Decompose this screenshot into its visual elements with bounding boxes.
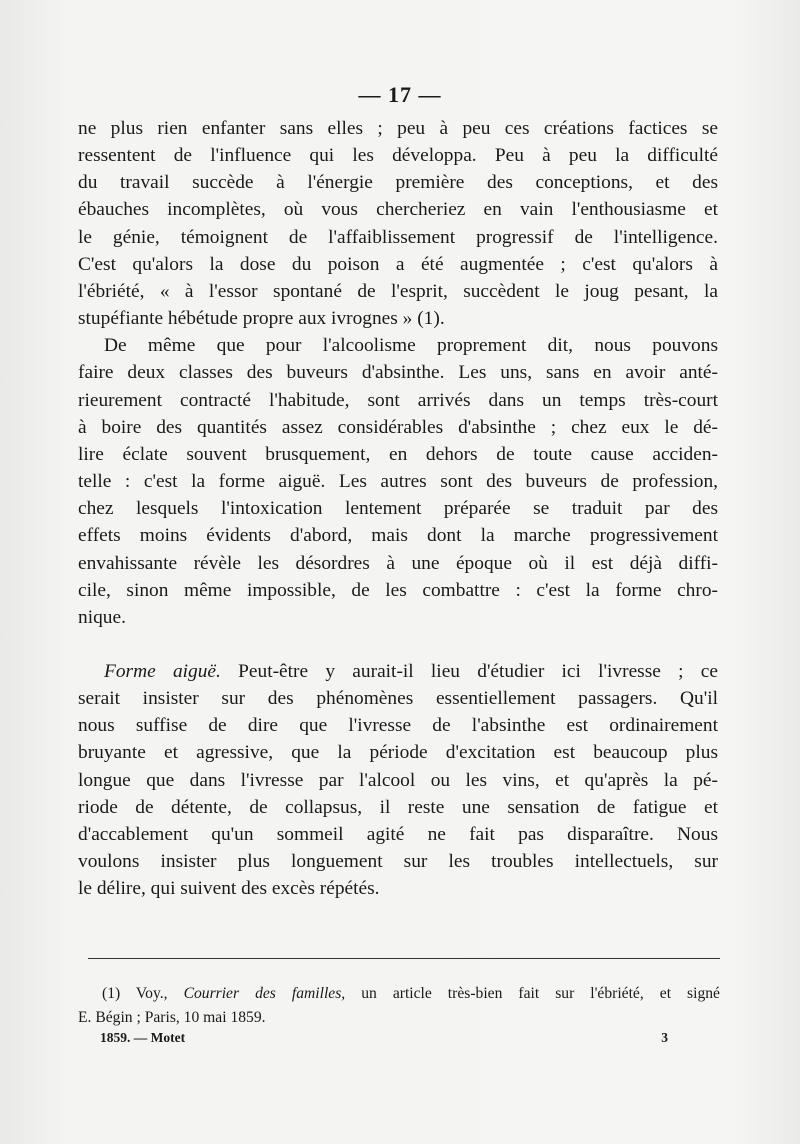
footnote-text: un article très-bien fait sur l'ébriété, et signé bbox=[361, 985, 720, 1002]
text-line: faire deux classes des buveurs d'absinthe. Les uns, sans en avoir anté- bbox=[78, 362, 718, 384]
footnote-rule bbox=[88, 958, 720, 959]
text-line: nique. bbox=[78, 606, 126, 628]
text-fragment: Peut-être y aurait-il lieu d'étudier ici l'ivresse ; ce bbox=[238, 660, 718, 682]
text-line: ébauches incomplètes, où vous chercheriez en vain l'enthousiasme et bbox=[78, 199, 718, 221]
text-line: lire éclate souvent brusquement, en dehors de toute cause acciden- bbox=[78, 443, 718, 465]
signature-number: 3 bbox=[661, 1030, 668, 1045]
footnote-line bbox=[78, 982, 720, 1006]
text-line: rieurement contracté l'habitude, sont arrivés dans un temps très-court bbox=[78, 389, 718, 411]
text-line: l'ébriété, « à l'essor spontané de l'esprit, succèdent le joug pesant, la bbox=[78, 280, 718, 302]
signature-mark: 1859. — Motet bbox=[100, 1030, 186, 1045]
paragraph-2 bbox=[78, 332, 718, 631]
text-line: effets moins évidents d'abord, mais dont la marche progressivement bbox=[78, 525, 718, 547]
footnote-ref: (1) Voy., bbox=[102, 985, 168, 1002]
text-line: ne plus rien enfanter sans elles ; peu à peu ces créations factices se bbox=[78, 118, 718, 139]
text-line: le génie, témoignent de l'affaiblissement progressif de l'intelligence. bbox=[78, 226, 718, 248]
page-number: — 17 — bbox=[358, 82, 442, 107]
text-line: voulons insister plus longuement sur les troubles intellectuels, sur bbox=[78, 851, 718, 873]
text-line: d'accablement qu'un sommeil agité ne fait pas disparaître. Nous bbox=[78, 823, 718, 845]
text-line: bruyante et agressive, que la période d'excitation est beaucoup plus bbox=[78, 742, 718, 764]
footnote bbox=[78, 982, 720, 1030]
text-line: longue que dans l'ivresse par l'alcool ou les vins, et qu'après la pé- bbox=[78, 769, 718, 791]
paragraph-1 bbox=[78, 115, 718, 332]
footnote-source: Courrier des familles, bbox=[183, 985, 346, 1002]
text-line: stupéfiante hébétude propre aux ivrognes » (1). bbox=[78, 308, 445, 330]
text-line: chez lesquels l'intoxication lentement préparée se traduit par des bbox=[78, 498, 718, 520]
text-line: à boire des quantités assez considérables d'absinthe ; chez eux le dé- bbox=[78, 416, 718, 438]
text-line: du travail succède à l'énergie première des conceptions, et des bbox=[78, 172, 718, 194]
text-line: telle : c'est la forme aiguë. Les autres sont des buveurs de profession, bbox=[78, 471, 718, 493]
paragraph-3 bbox=[78, 658, 718, 902]
main-text bbox=[78, 115, 718, 902]
text-line: De même que pour l'alcoolisme proprement dit, nous pouvons bbox=[104, 335, 718, 357]
text-line: cile, sinon même impossible, de les combattre : c'est la forme chro- bbox=[78, 579, 718, 601]
text-line: nous suffise de dire que l'ivresse de l'absinthe est ordinairement bbox=[78, 715, 718, 737]
text-line: envahissante révèle les désordres à une époque où il est déjà diffi- bbox=[78, 552, 718, 574]
footnote-line: E. Bégin ; Paris, 10 mai 1859. bbox=[78, 1009, 266, 1026]
text-line: riode de détente, de collapsus, il reste une sensation de fatigue et bbox=[78, 796, 718, 818]
printer-signature bbox=[78, 1030, 668, 1046]
text-line: C'est qu'alors la dose du poison a été augmentée ; c'est qu'alors à bbox=[78, 253, 718, 275]
text-line: le délire, qui suivent des excès répétés. bbox=[78, 878, 380, 900]
text-line bbox=[78, 658, 718, 685]
section-heading: Forme aiguë. bbox=[104, 660, 221, 682]
text-line: ressentent de l'influence qui les développa. Peu à peu la difficulté bbox=[78, 145, 718, 167]
text-line: serait insister sur des phénomènes essentiellement passagers. Qu'il bbox=[78, 688, 718, 710]
